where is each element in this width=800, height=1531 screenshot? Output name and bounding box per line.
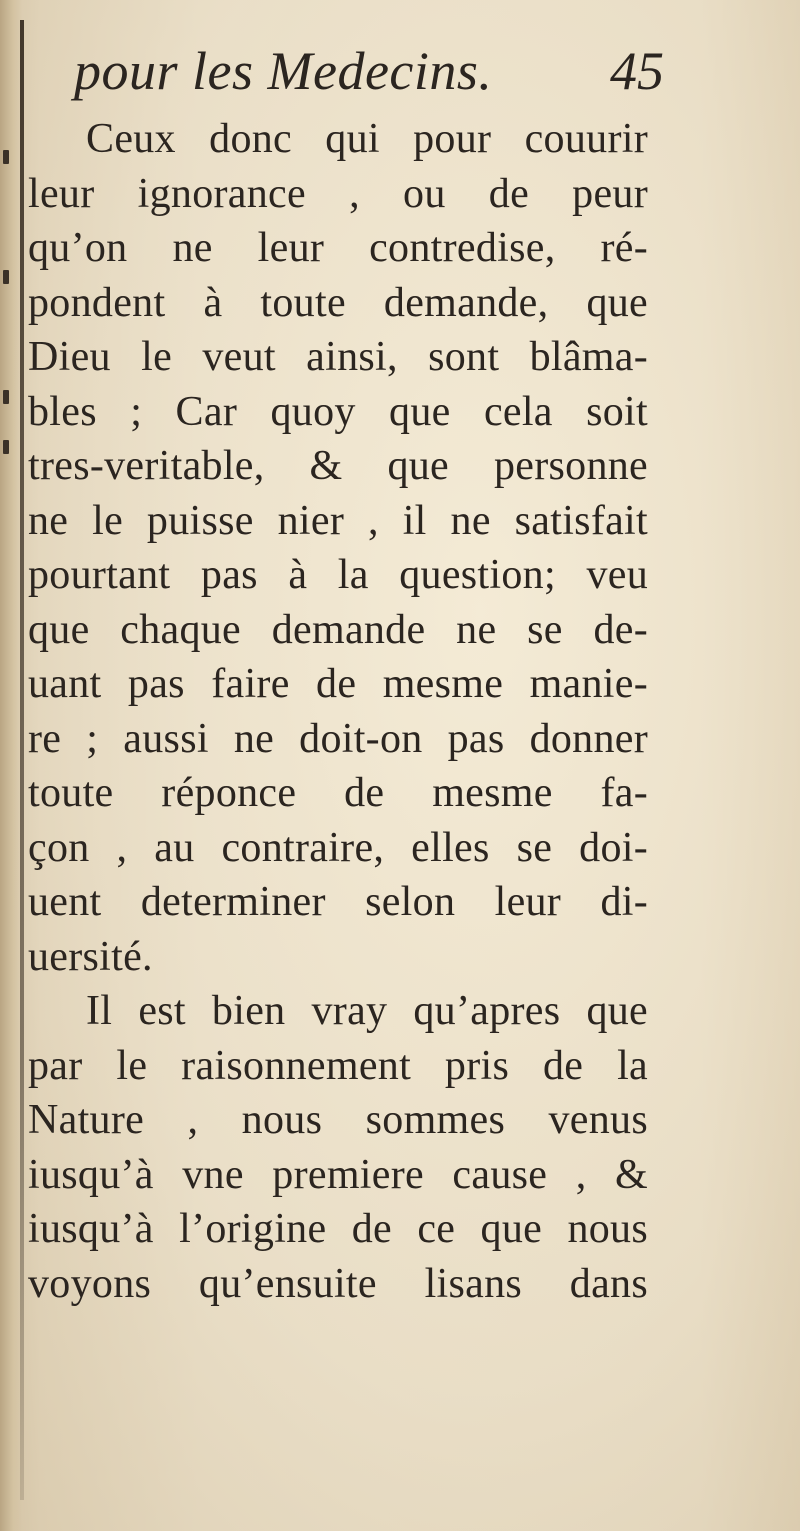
- text-line: Nature , nous sommes venus: [28, 1097, 648, 1143]
- text-line: leur ignorance , ou de peur: [28, 170, 648, 217]
- binding-edge: [20, 20, 24, 1500]
- page-number: 45: [610, 41, 664, 101]
- text-line: qu’on ne leur contredise, ré-: [28, 225, 648, 271]
- text-line: que chaque demande ne se de-: [28, 606, 648, 653]
- page-header: [74, 40, 664, 110]
- body-text: [28, 112, 648, 1311]
- text-line: iusqu’à l’origine de ce que nous: [28, 1206, 648, 1252]
- gutter-mark: [3, 440, 9, 454]
- text-line: Il est bien vray qu’apres que: [86, 988, 648, 1034]
- text-line: tres-veritable, & que personne: [28, 443, 648, 489]
- text-line: iusqu’à vne premiere cause , &: [28, 1151, 648, 1198]
- text-line: pourtant pas à la question; veu: [28, 552, 648, 598]
- text-line: uant pas faire de mesme manie-: [28, 661, 648, 707]
- text-line: toute réponce de mesme fa-: [28, 770, 648, 816]
- gutter-mark: [3, 270, 9, 284]
- text-line: pondent à toute demande, que: [28, 279, 648, 326]
- binding-gutter: [0, 0, 22, 1531]
- text-line: çon , au contraire, elles se doi-: [28, 824, 648, 871]
- text-line: ne le puisse nier , il ne satisfait: [28, 497, 648, 544]
- text-line: bles ; Car quoy que cela soit: [28, 388, 648, 435]
- gutter-mark: [3, 150, 9, 164]
- running-title: pour les Medecins.: [74, 41, 493, 101]
- text-line: voyons qu’ensuite lisans dans: [28, 1260, 648, 1307]
- text-line: re ; aussi ne doit-on pas donner: [28, 715, 648, 762]
- text-line: Dieu le veut ainsi, sont blâma-: [28, 334, 648, 380]
- gutter-mark: [3, 390, 9, 404]
- text-line: uersité.: [28, 933, 153, 980]
- text-line: Ceux donc qui pour couurir: [86, 116, 648, 162]
- text-line: par le raisonnement pris de la: [28, 1042, 648, 1089]
- text-line: uent determiner selon leur di-: [28, 879, 648, 925]
